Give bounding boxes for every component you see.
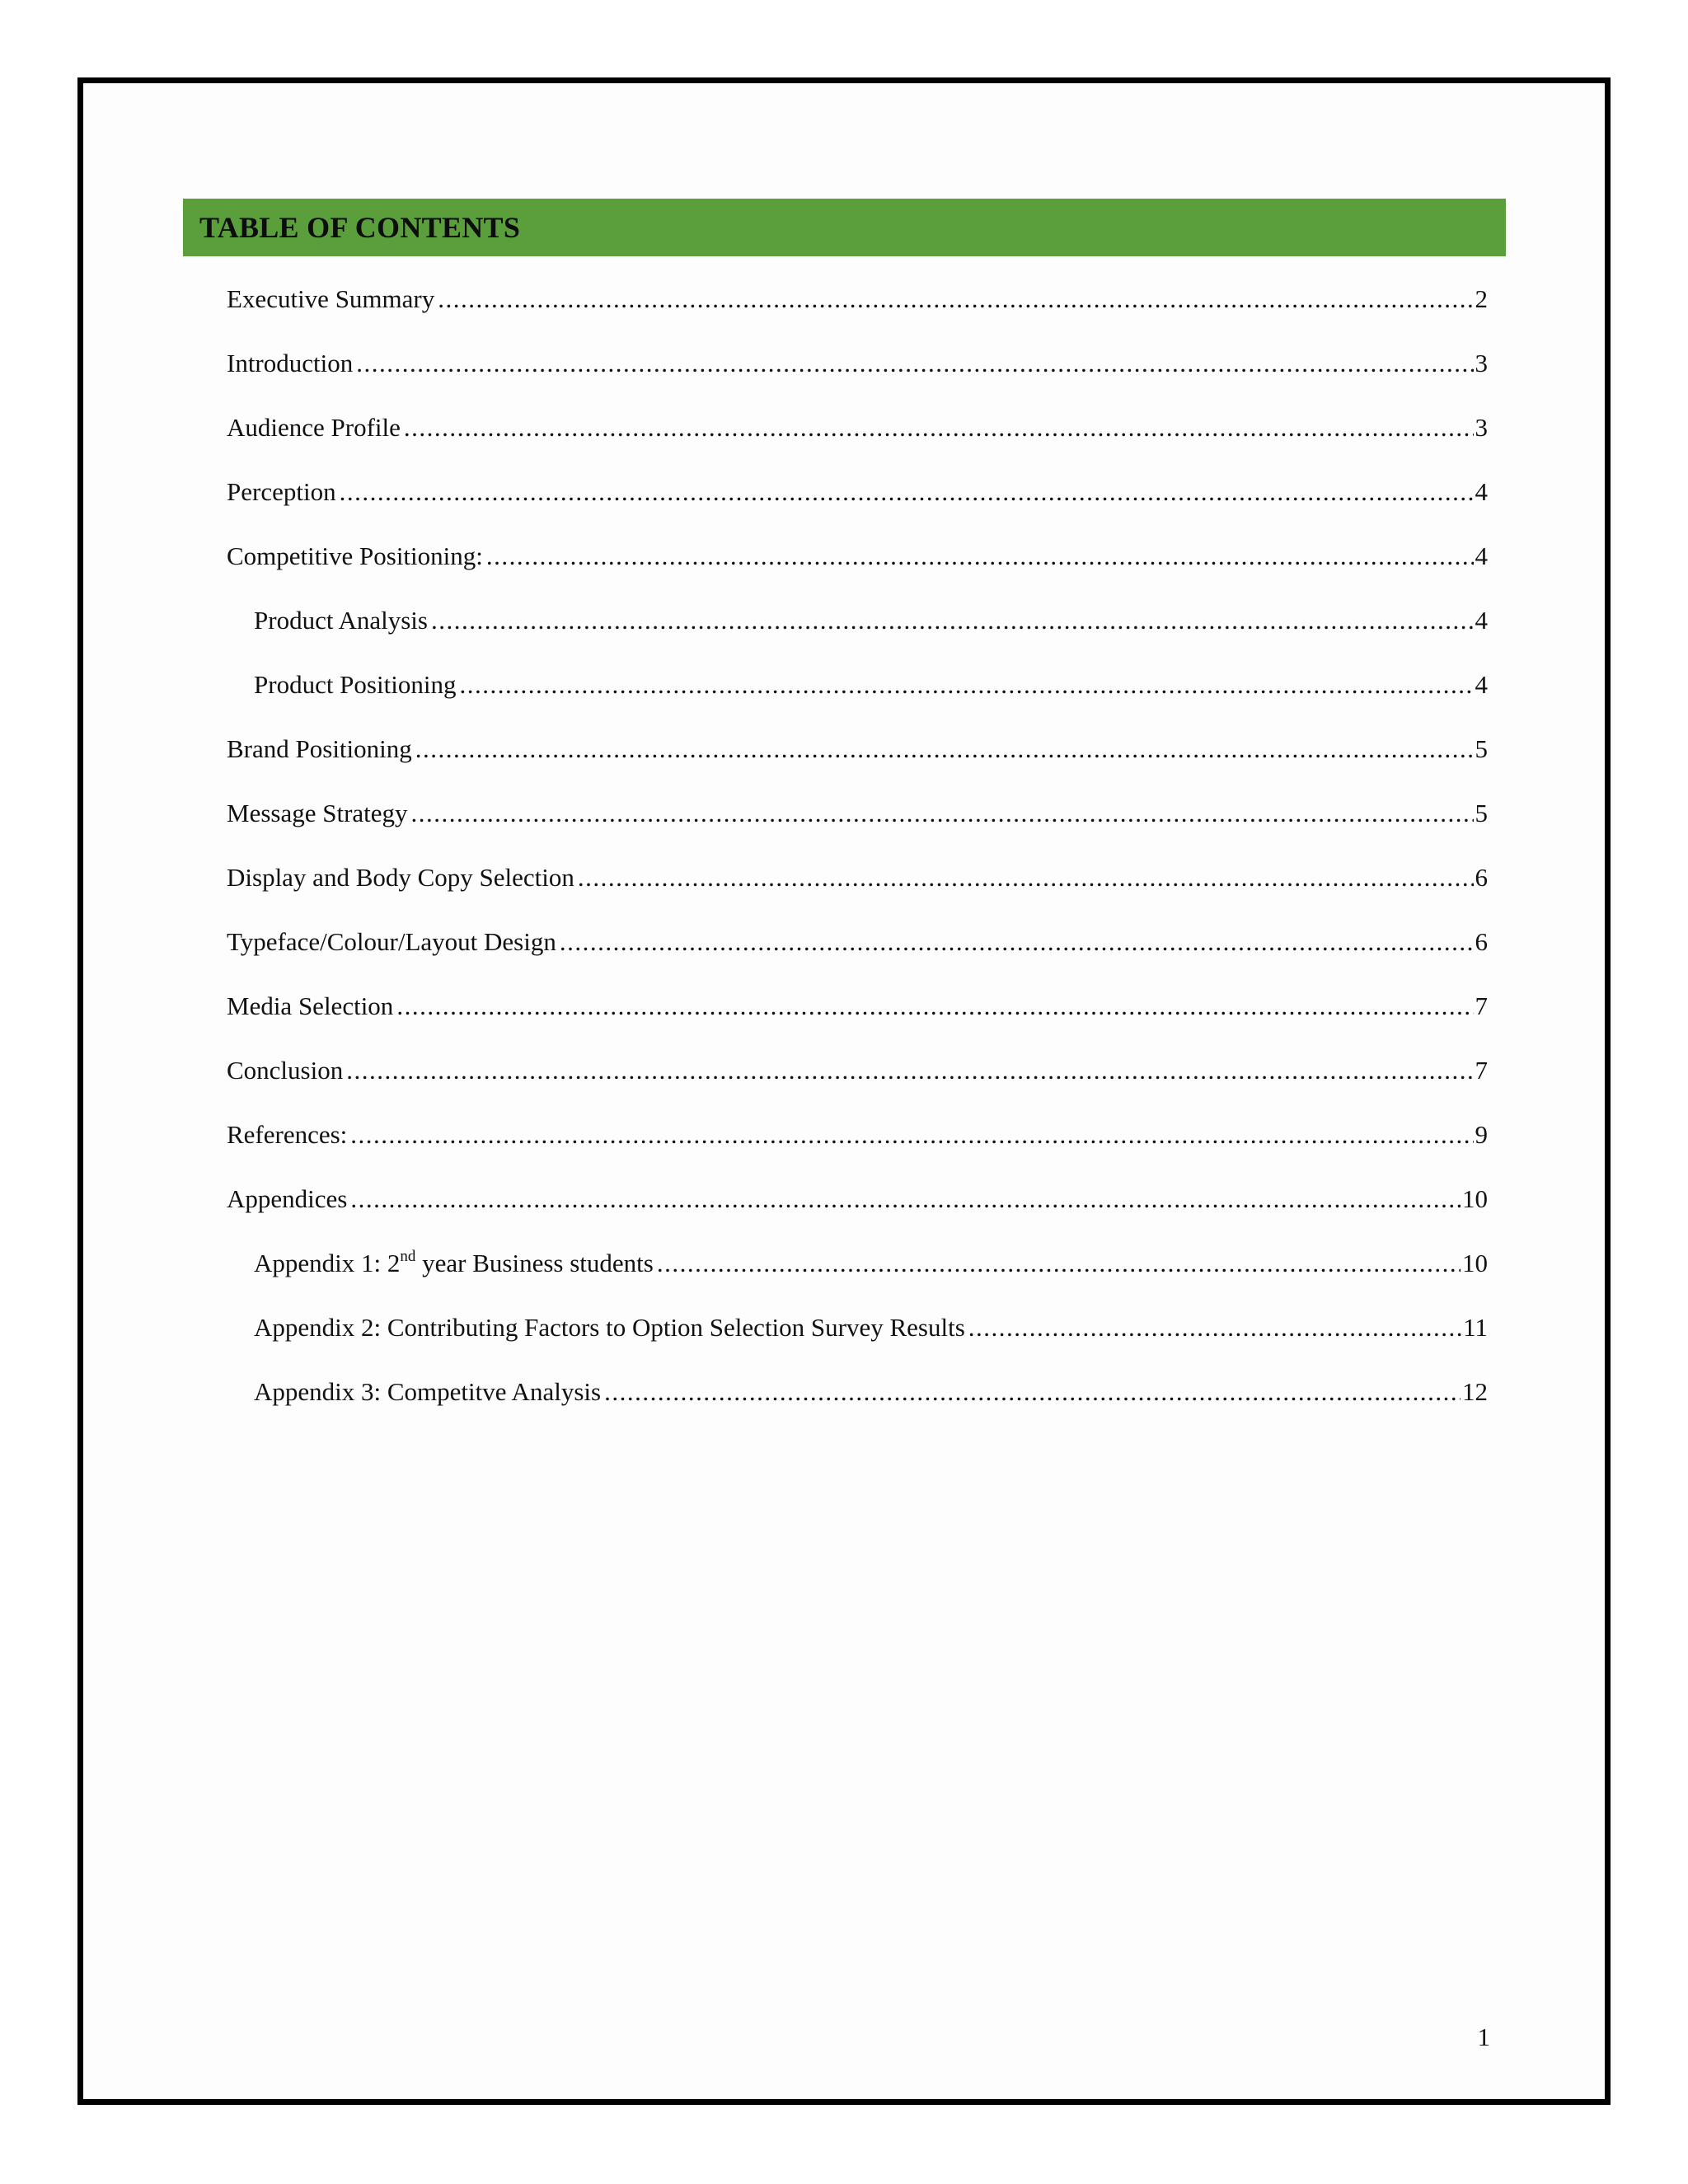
toc-entry-title xyxy=(254,1244,657,1283)
toc-entry-title: Appendices xyxy=(227,1184,348,1213)
toc-entry-display-and-body-copy-selection[interactable] xyxy=(227,858,1488,898)
toc-dot-leader xyxy=(486,537,1474,576)
toc-dot-leader xyxy=(396,987,1473,1026)
toc-entry-appendix-2[interactable] xyxy=(254,1308,1488,1347)
toc-entry-title: Display and Body Copy Selection xyxy=(227,863,574,892)
toc-entry-message-strategy[interactable] xyxy=(227,794,1488,833)
toc-entry-page: 9 xyxy=(1475,1120,1488,1149)
toc-entry-page: 4 xyxy=(1475,541,1488,570)
toc-entry-perception[interactable] xyxy=(227,472,1488,512)
toc-entry-page: 5 xyxy=(1475,799,1488,827)
toc-entry-page: 11 xyxy=(1463,1313,1488,1342)
toc-entry-page: 7 xyxy=(1475,1056,1488,1085)
toc-entry-audience-profile[interactable] xyxy=(227,408,1488,448)
toc-entry-title: Appendix 2: Contributing Factors to Option Selection Survey Results xyxy=(254,1313,965,1342)
toc-entry-title: Media Selection xyxy=(227,991,394,1020)
toc-entry-title: Conclusion xyxy=(227,1056,344,1085)
toc-entry-executive-summary[interactable] xyxy=(227,279,1488,319)
toc-entry-conclusion[interactable] xyxy=(227,1051,1488,1090)
toc-dot-leader xyxy=(350,1179,1461,1219)
toc-dot-leader xyxy=(356,344,1473,383)
toc-entry-page: 10 xyxy=(1462,1184,1488,1213)
toc-dot-leader xyxy=(340,472,1474,512)
toc-heading: TABLE OF CONTENTS xyxy=(199,211,521,244)
toc-entry-appendix-1[interactable] xyxy=(254,1244,1488,1283)
toc-entry-page: 6 xyxy=(1475,863,1488,892)
toc-entry-page: 5 xyxy=(1475,734,1488,763)
toc-entry-title-superscript: nd xyxy=(400,1247,416,1265)
toc-dot-leader xyxy=(431,601,1474,640)
toc-entry-title: Product Positioning xyxy=(254,670,457,699)
toc-dot-leader xyxy=(415,729,1474,769)
toc-entry-page: 7 xyxy=(1475,991,1488,1020)
toc-dot-leader xyxy=(411,794,1474,833)
toc-entry-page: 12 xyxy=(1462,1377,1488,1406)
toc-entry-title: Audience Profile xyxy=(227,413,401,442)
toc-entry-introduction[interactable] xyxy=(227,344,1488,383)
toc-entry-title-main: Appendix 1: 2 xyxy=(254,1249,401,1277)
page-number: 1 xyxy=(1477,2022,1490,2051)
toc-dot-leader xyxy=(404,408,1474,448)
toc-entry-page: 3 xyxy=(1475,413,1488,442)
toc-dot-leader xyxy=(346,1051,1473,1090)
toc-entry-title: Message Strategy xyxy=(227,799,408,827)
toc-entry-title: Competitive Positioning: xyxy=(227,541,483,570)
toc-entry-title: Executive Summary xyxy=(227,284,435,313)
toc-dot-leader xyxy=(438,279,1473,319)
toc-dot-leader xyxy=(459,665,1473,705)
toc-dot-leader xyxy=(604,1372,1461,1412)
toc-entry-page: 2 xyxy=(1475,284,1488,313)
toc-dot-leader xyxy=(560,922,1474,962)
toc-entry-appendix-3[interactable] xyxy=(254,1372,1488,1412)
toc-entry-page: 4 xyxy=(1475,670,1488,699)
toc-entry-brand-positioning[interactable] xyxy=(227,729,1488,769)
toc-entry-title: Product Analysis xyxy=(254,606,428,635)
toc-entry-typeface-colour-layout-design[interactable] xyxy=(227,922,1488,962)
toc-entry-title: Typeface/Colour/Layout Design xyxy=(227,927,556,956)
toc-entry-page: 10 xyxy=(1462,1249,1488,1277)
toc-entry-media-selection[interactable] xyxy=(227,987,1488,1026)
toc-entry-page: 4 xyxy=(1475,606,1488,635)
toc-dot-leader xyxy=(578,858,1474,898)
toc-dot-leader xyxy=(657,1244,1461,1283)
toc-entry-product-positioning[interactable] xyxy=(254,665,1488,705)
toc-entry-title: Appendix 3: Competitve Analysis xyxy=(254,1377,602,1406)
toc-entry-product-analysis[interactable] xyxy=(254,601,1488,640)
toc-entry-title: Perception xyxy=(227,477,336,506)
toc-entry-title: References: xyxy=(227,1120,348,1149)
toc-entry-title-suffix: year Business students xyxy=(415,1249,654,1277)
toc-entry-appendices[interactable] xyxy=(227,1179,1488,1219)
toc-entry-competitive-positioning[interactable] xyxy=(227,537,1488,576)
toc-entry-references[interactable] xyxy=(227,1115,1488,1155)
toc-entry-page: 3 xyxy=(1475,349,1488,377)
toc-entry-title: Introduction xyxy=(227,349,354,377)
toc-entry-page: 6 xyxy=(1475,927,1488,956)
toc-entry-title: Brand Positioning xyxy=(227,734,412,763)
toc-entry-page: 4 xyxy=(1475,477,1488,506)
toc-dot-leader xyxy=(968,1308,1461,1347)
toc-dot-leader xyxy=(350,1115,1473,1155)
